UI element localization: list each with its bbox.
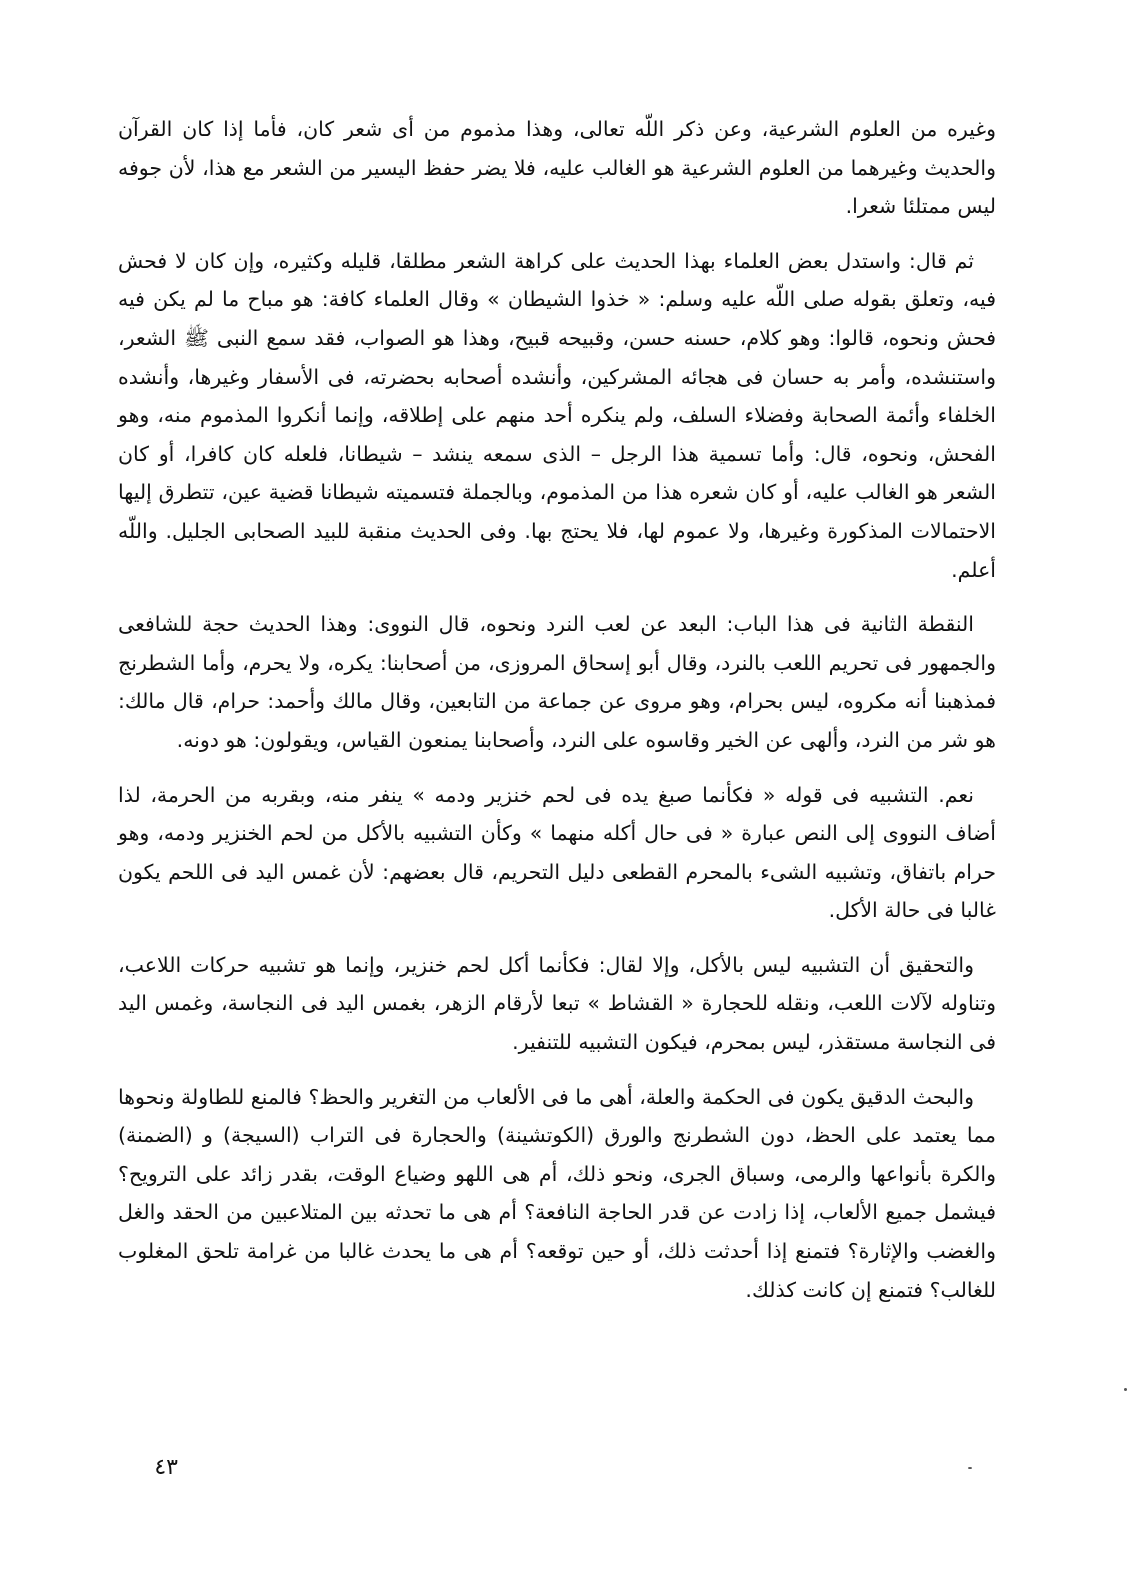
scan-speck (968, 1467, 972, 1469)
paragraph-5: والتحقيق أن التشبيه ليس بالأكل، وإلا لقال: فكأنما أكل لحم خنزير، وإنما هو تشبيه حركات اللاعب، وتناوله لآلات اللعب، ونقله للحجارة « القشاط » تبعا لأرقام الزهر، بغمس اليد فى النجاسة، وغمس اليد فى النجاسة مستقذر، ليس بمحرم، فيكون التشبيه للتنفير. (118, 952, 996, 1055)
page-body-text (118, 110, 996, 1325)
paragraph-3: النقطة الثانية فى هذا الباب: البعد عن لعب النرد ونحوه، قال النووى: وهذا الحديث حجة للشافعى والجمهور فى تحريم اللعب بالنرد، وقال أبو إسحاق المروزى، من أصحابنا: يكره، ولا يحرم، وأما الشطرنج فمذهبنا أنه مكروه، ليس بحرام، وهو مروى عن جماعة من التابعين، وقال مالك وأحمد: حرام، قال مالك: هو شر من النرد، وألهى عن الخير وقاسوه على النرد، وأصحابنا يمنعون القياس، ويقولون: هو دونه. (118, 612, 996, 752)
paragraph-1: وغيره من العلوم الشرعية، وعن ذكر اللّه تعالى، وهذا مذموم من أى شعر كان، فأما إذا كان القرآن والحديث وغيرهما من العلوم الشرعية هو الغالب عليه، فلا يضر حفظ اليسير من الشعر مع هذا، لأن جوفه ليس ممتلئا شعرا. (118, 117, 996, 219)
paragraph-2: ثم قال: واستدل بعض العلماء بهذا الحديث على كراهة الشعر مطلقا، قليله وكثيره، وإن كان لا فحش فيه، وتعلق بقوله صلى اللّه عليه وسلم: « خذوا الشيطان » وقال العلماء كافة: هو مباح ما لم يكن فيه فحش ونحوه، قالوا: وهو كلام، حسنه حسن، وقبيحه قبيح، وهذا هو الصواب، فقد سمع النبى ﷺ الشعر، واستنشده، وأمر به حسان فى هجائه المشركين، وأنشده أصحابه بحضرته، فى الأسفار وغيرها، وأنشده الخلفاء وأئمة الصحابة وفضلاء السلف، ولم ينكره أحد منهم على إطلاقه، وإنما أنكروا المذموم منه، وهو الفحش، ونحوه، قال: وأما تسمية هذا الرجل – الذى سمعه ينشد – شيطانا، فلعله كان كافرا، أو كان الشعر هو الغالب عليه، أو كان شعره هذا من المذموم، وبالجملة فتسميته شيطانا قضية عين، تتطرق إليها الاحتمالات المذكورة وغيرها، ولا عموم لها، فلا يحتج بها. وفى الحديث منقبة للبيد الصحابى الجليل. واللّه أعلم. (118, 248, 996, 582)
page-number: ٤٣ (154, 1455, 178, 1480)
paragraph-6: والبحث الدقيق يكون فى الحكمة والعلة، أهى ما فى الألعاب من التغرير والحظ؟ فالمنع للطاولة ونحوها مما يعتمد على الحظ، دون الشطرنج والورق (الكوتشينة) والحجارة فى التراب (السيجة) و (الضمنة) والكرة بأنواعها والرمى، وسباق الجرى، ونحو ذلك، أم هى اللهو وضياع الوقت، بقدر زائد على الترويح؟ فيشمل جميع الألعاب، إذا زادت عن قدر الحاجة النافعة؟ أم هى ما تحدثه بين المتلاعبين من الحقد والغل والغضب والإثارة؟ فتمنع إذا أحدثت ذلك، أو حين توقعه؟ أم هى ما يحدث غالبا من غرامة تلحق المغلوب للغالب؟ فتمنع إن كانت كذلك. (117, 1084, 996, 1302)
scan-speck (1124, 1388, 1127, 1391)
paragraph-4: نعم. التشبيه فى قوله « فكأنما صبغ يده فى لحم خنزير ودمه » ينفر منه، وبقربه من الحرمة، لذا أضاف النووى إلى النص عبارة « فى حال أكله منهما » وكأن التشبيه بالأكل من لحم الخنزير ودمه، وهو حرام باتفاق، وتشبيه الشىء بالمحرم القطعى دليل التحريم، قال بعضهم: لأن غمس اليد فى اللحم يكون غالبا فى حالة الأكل. (118, 782, 996, 923)
